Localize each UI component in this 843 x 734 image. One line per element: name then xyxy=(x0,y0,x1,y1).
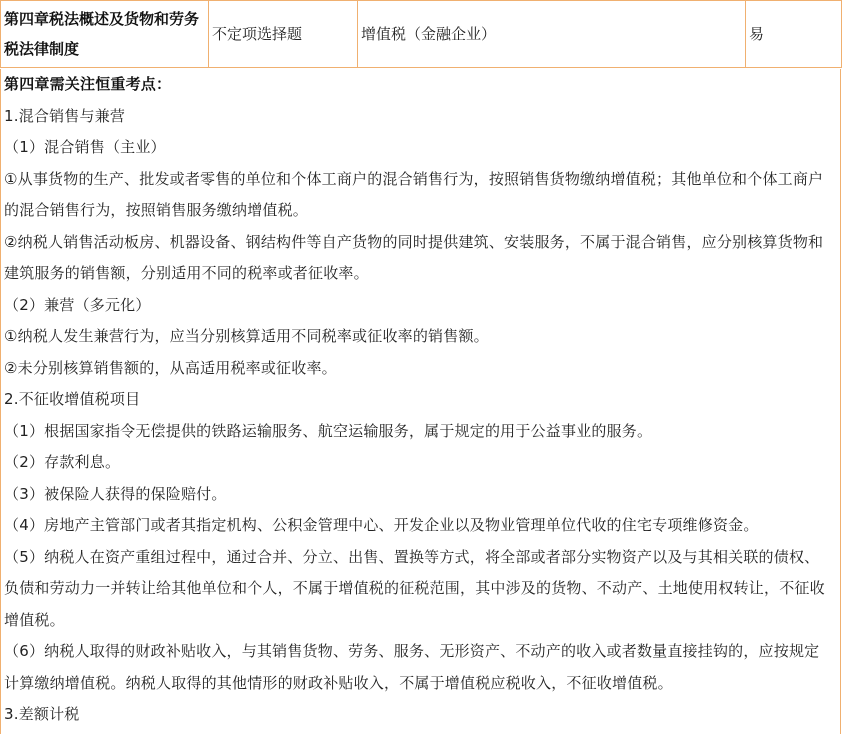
key-points-section xyxy=(0,69,841,734)
point-line: （3）被保险人获得的保险赔付。 xyxy=(4,484,227,503)
point-line: 2.不征收增值税项目 xyxy=(4,390,141,408)
point-line: ①从事货物的生产、批发或者零售的单位和个体工商户的混合销售行为，按照销售货物缴纳增值税；其他单位和个体工商户的混合销售行为，按照销售服务缴纳增值税。 xyxy=(4,169,824,219)
point-line: 3.差额计税 xyxy=(4,705,80,723)
header-table-row xyxy=(1,1,842,68)
point-line: （2）兼营（多元化） xyxy=(4,295,151,314)
header-table xyxy=(0,0,842,68)
point-line: （4）房地产主管部门或者其指定机构、公积金管理中心、开发企业以及物业管理单位代收的住宅专项维修资金。 xyxy=(4,516,759,534)
point-line: 1.混合销售与兼营 xyxy=(4,106,126,125)
difficulty-cell: 易 xyxy=(746,1,842,68)
point-line: （5）纳税人在资产重组过程中，通过合并、分立、出售、置换等方式，将全部或者部分实物资产以及与其相关联的债权、负债和劳动力一并转让给其他单位和个人，不属于增值税的征税范围，其中涉及的货物、不动产、土地使用权转让，不征收增值税。 xyxy=(4,547,825,629)
point-line: （1）混合销售（主业） xyxy=(4,138,166,156)
point-line: （2）存款利息。 xyxy=(4,453,121,471)
point-line: ②纳税人销售活动板房、机器设备、钢结构件等自产货物的同时提供建筑、安装服务，不属于混合销售，应分别核算货物和建筑服务的销售额，分别适用不同的税率或者征收率。 xyxy=(4,232,824,282)
key-points-heading: 第四章需关注恒重考点： xyxy=(4,75,172,93)
question-type-cell: 不定项选择题 xyxy=(209,1,358,68)
topic-cell: 增值税（金融企业） xyxy=(358,1,746,68)
point-line: （6）纳税人取得的财政补贴收入，与其销售货物、劳务、服务、无形资产、不动产的收入或者数量直接挂钩的，应按规定计算缴纳增值税。纳税人取得的其他情形的财政补贴收入，不属于增值税应税收入，不征收增值税。 xyxy=(4,642,820,692)
point-line: ②未分别核算销售额的，从高适用税率或征收率。 xyxy=(4,358,337,377)
chapter-cell: 第四章税法概述及货物和劳务税法律制度 xyxy=(1,1,209,68)
point-line: ①纳税人发生兼营行为，应当分别核算适用不同税率或征收率的销售额。 xyxy=(4,327,489,345)
point-line: （1）根据国家指令无偿提供的铁路运输服务、航空运输服务，属于规定的用于公益事业的服务。 xyxy=(4,421,653,440)
